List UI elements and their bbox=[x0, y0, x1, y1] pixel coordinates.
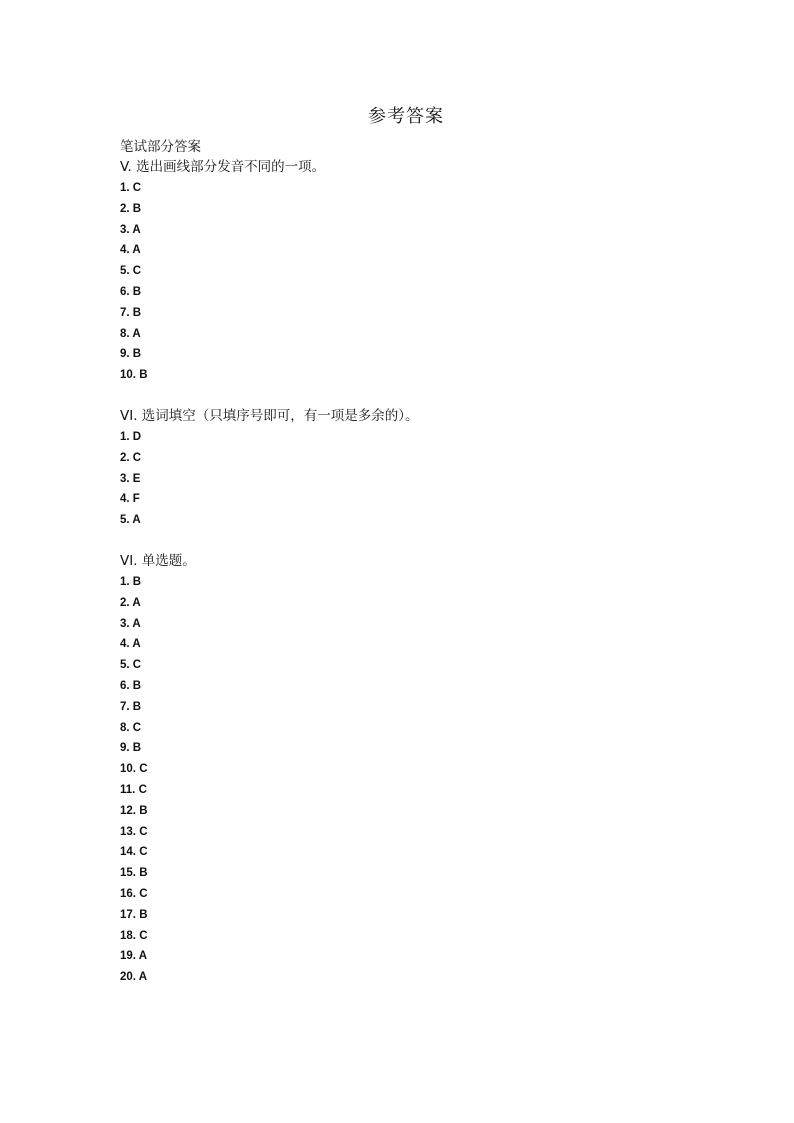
answer-letter: D bbox=[132, 430, 142, 443]
answer-number: 9. bbox=[120, 348, 130, 361]
section-heading: VI. 单选题。 bbox=[120, 552, 196, 569]
answer-number: 19. bbox=[120, 950, 136, 963]
answer-number: 2. bbox=[120, 451, 130, 464]
answer-number: 1. bbox=[120, 575, 130, 588]
answer-letter: A bbox=[132, 514, 141, 527]
answer-letter: C bbox=[132, 659, 142, 672]
answer-item bbox=[120, 324, 680, 345]
answer-number: 20. bbox=[120, 971, 136, 984]
document-subtitle: 笔试部分答案 bbox=[120, 139, 201, 155]
answer-letter: B bbox=[132, 575, 142, 588]
answer-item bbox=[120, 614, 680, 635]
answer-letter: C bbox=[139, 887, 148, 900]
answer-list bbox=[120, 572, 680, 988]
answer-number: 1. bbox=[120, 430, 130, 443]
answer-letter: B bbox=[139, 369, 148, 382]
answer-letter: B bbox=[132, 285, 142, 298]
answer-letter: A bbox=[132, 244, 141, 257]
answer-number: 15. bbox=[120, 867, 136, 880]
answer-section bbox=[120, 551, 680, 988]
answer-number: 3. bbox=[120, 223, 130, 236]
answer-number: 3. bbox=[120, 472, 130, 485]
answer-number: 14. bbox=[120, 846, 136, 859]
answer-letter: C bbox=[139, 763, 148, 776]
answer-letter: A bbox=[132, 638, 141, 651]
answer-item bbox=[120, 884, 680, 905]
answer-item bbox=[120, 926, 680, 947]
answer-letter: A bbox=[132, 617, 141, 630]
answer-letter: A bbox=[132, 596, 141, 609]
answer-number: 5. bbox=[120, 659, 130, 672]
answer-number: 4. bbox=[120, 244, 130, 257]
answer-item bbox=[120, 822, 680, 843]
answer-item bbox=[120, 178, 680, 199]
answer-letter: C bbox=[132, 451, 142, 464]
answer-list bbox=[120, 427, 680, 531]
answer-number: 6. bbox=[120, 679, 130, 692]
answer-number: 10. bbox=[120, 369, 136, 382]
answer-item bbox=[120, 780, 680, 801]
answer-number: 11. bbox=[120, 783, 136, 796]
answer-section bbox=[120, 406, 680, 531]
answer-letter: C bbox=[139, 846, 148, 859]
answer-item bbox=[120, 863, 680, 884]
answer-letter: C bbox=[132, 265, 142, 278]
answer-letter: B bbox=[132, 202, 142, 215]
answer-item bbox=[120, 697, 680, 718]
answer-letter: A bbox=[132, 327, 141, 340]
document-body bbox=[120, 137, 680, 988]
answer-letter: B bbox=[132, 742, 142, 755]
answer-letter: B bbox=[132, 700, 142, 713]
answer-number: 5. bbox=[120, 265, 130, 278]
answer-number: 16. bbox=[120, 887, 136, 900]
answer-number: 7. bbox=[120, 306, 130, 319]
answer-letter: B bbox=[139, 908, 148, 921]
answer-item bbox=[120, 489, 680, 510]
answer-section bbox=[120, 157, 680, 386]
answer-item bbox=[120, 199, 680, 220]
answer-item bbox=[120, 448, 680, 469]
answer-list bbox=[120, 178, 680, 386]
answer-letter: B bbox=[132, 348, 142, 361]
answer-item bbox=[120, 759, 680, 780]
section-heading: VI. 选词填空（只填序号即可，有一项是多余的）。 bbox=[120, 407, 419, 424]
answer-letter: C bbox=[132, 182, 142, 194]
answer-number: 8. bbox=[120, 721, 130, 734]
answer-item bbox=[120, 738, 680, 759]
answer-letter: B bbox=[139, 867, 148, 880]
answer-number: 2. bbox=[120, 202, 130, 215]
answer-letter: A bbox=[138, 950, 148, 963]
page-title: 参考答案 bbox=[368, 106, 444, 127]
answer-letter: C bbox=[138, 783, 147, 796]
answer-letter: C bbox=[139, 825, 148, 838]
answer-item bbox=[120, 946, 680, 967]
answer-number: 7. bbox=[120, 700, 130, 713]
answer-number: 9. bbox=[120, 742, 130, 755]
answer-letter: A bbox=[138, 971, 148, 984]
answer-item bbox=[120, 655, 680, 676]
answer-item bbox=[120, 303, 680, 324]
answer-item bbox=[120, 427, 680, 448]
answer-number: 18. bbox=[120, 929, 136, 942]
answer-item bbox=[120, 220, 680, 241]
answer-number: 12. bbox=[120, 804, 136, 817]
answer-letter: B bbox=[132, 679, 142, 692]
answer-letter: B bbox=[132, 306, 142, 319]
answer-item bbox=[120, 967, 680, 988]
answer-item bbox=[120, 261, 680, 282]
answer-sections bbox=[120, 157, 680, 988]
answer-number: 2. bbox=[120, 596, 130, 609]
answer-letter: A bbox=[132, 223, 141, 236]
answer-item bbox=[120, 905, 680, 926]
answer-item bbox=[120, 365, 680, 386]
answer-item bbox=[120, 572, 680, 593]
answer-number: 6. bbox=[120, 285, 130, 298]
section-heading: V. 选出画线部分发音不同的一项。 bbox=[120, 159, 326, 175]
answer-letter: B bbox=[139, 804, 148, 817]
answer-item bbox=[120, 718, 680, 739]
answer-item bbox=[120, 240, 680, 261]
answer-item bbox=[120, 593, 680, 614]
answer-number: 8. bbox=[120, 327, 130, 340]
answer-number: 13. bbox=[120, 825, 136, 838]
answer-item bbox=[120, 676, 680, 697]
answer-item bbox=[120, 510, 680, 531]
answer-number: 10. bbox=[120, 763, 136, 776]
answer-item bbox=[120, 344, 680, 365]
answer-number: 5. bbox=[120, 514, 130, 527]
answer-letter: E bbox=[132, 472, 141, 485]
answer-number: 3. bbox=[120, 617, 130, 630]
answer-item bbox=[120, 801, 680, 822]
answer-number: 4. bbox=[120, 493, 130, 506]
answer-item bbox=[120, 842, 680, 863]
answer-letter: C bbox=[132, 721, 142, 734]
answer-letter: F bbox=[132, 493, 140, 506]
answer-item bbox=[120, 469, 680, 490]
answer-letter: C bbox=[139, 929, 148, 942]
answer-number: 1. bbox=[120, 182, 130, 194]
answer-number: 4. bbox=[120, 638, 130, 651]
answer-item bbox=[120, 282, 680, 303]
answer-item bbox=[120, 634, 680, 655]
answer-number: 17. bbox=[120, 908, 136, 921]
